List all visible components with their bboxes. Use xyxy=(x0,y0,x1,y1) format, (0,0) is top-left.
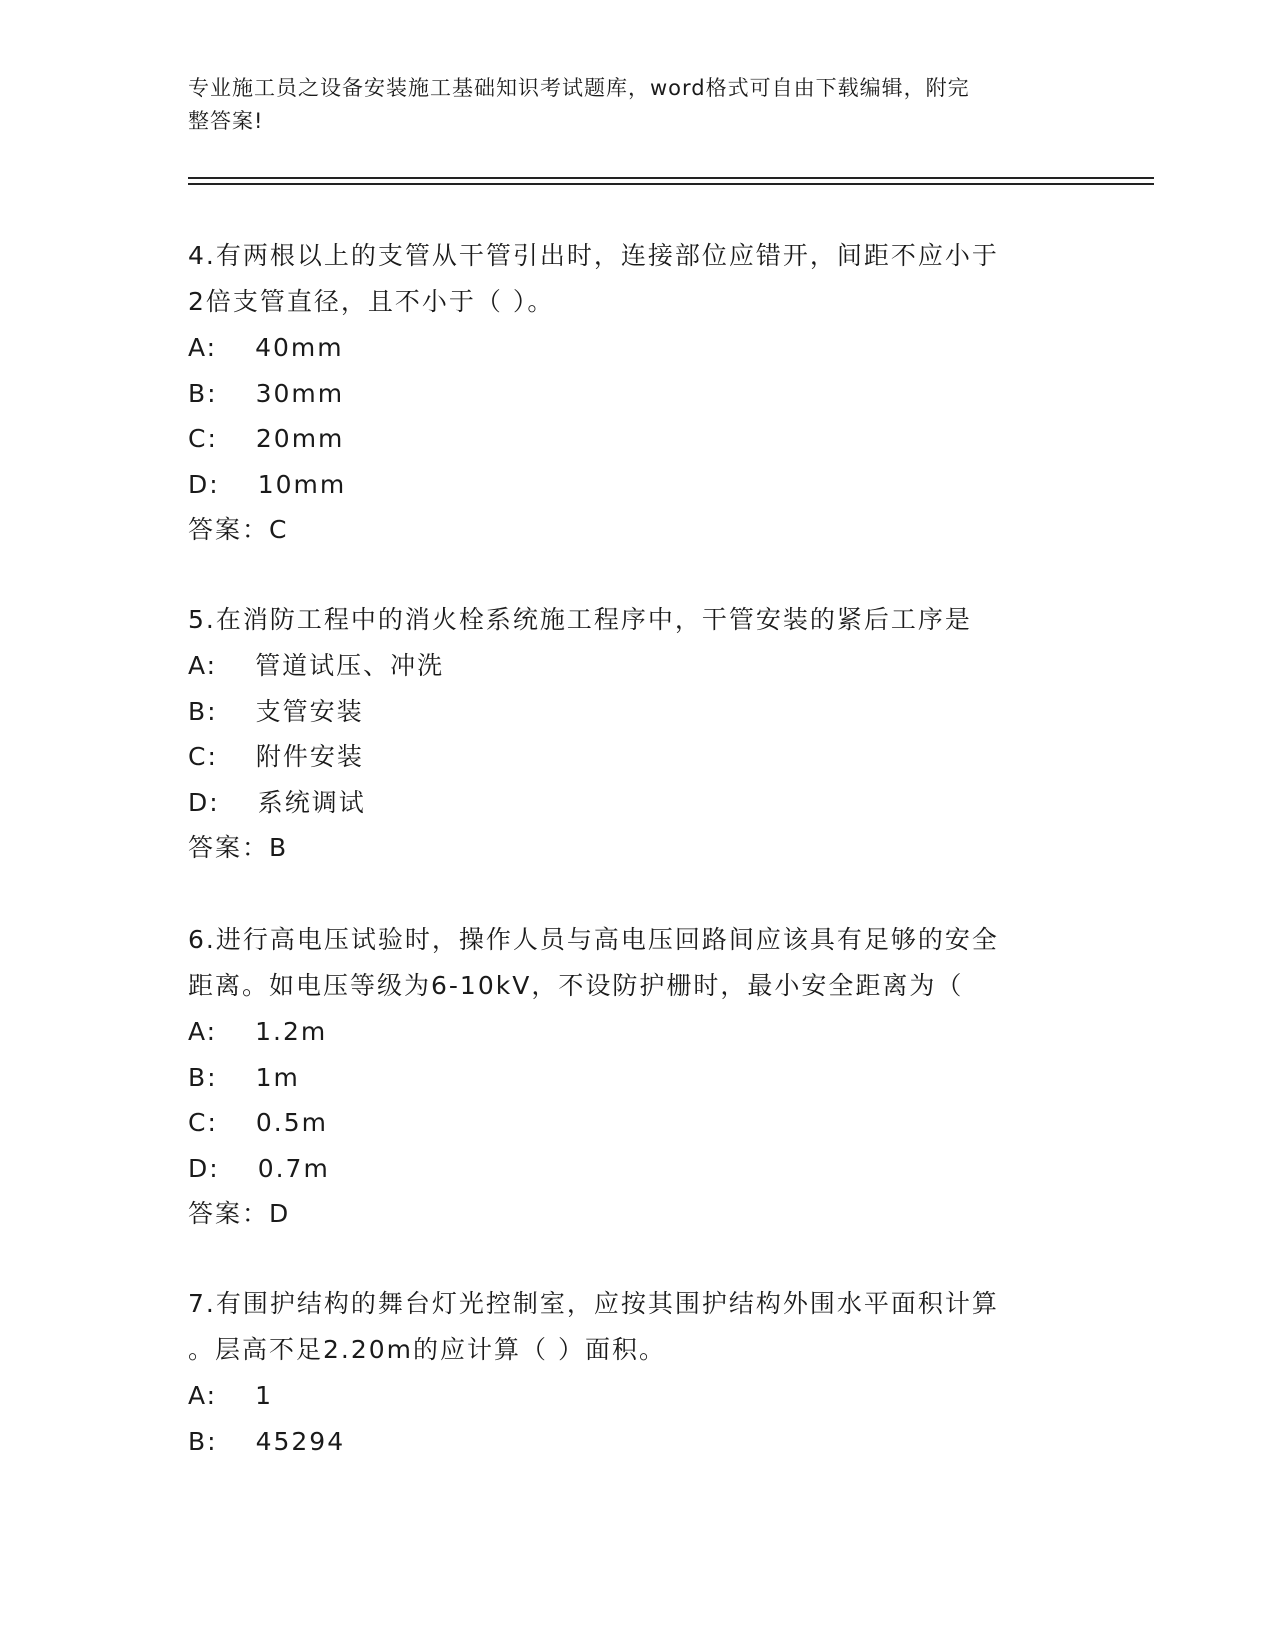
header-divider-bottom xyxy=(188,183,1154,185)
option-letter: D: xyxy=(188,787,220,817)
option-text: 0.5m xyxy=(255,1108,329,1137)
option-letter: A: xyxy=(188,333,218,362)
answer-line xyxy=(188,825,1088,871)
option-letter: A: xyxy=(188,1381,218,1410)
option-b xyxy=(188,1419,1088,1465)
option-text: 45294 xyxy=(255,1426,346,1456)
option-letter: C: xyxy=(188,424,218,453)
option-text: 管道试压、冲洗 xyxy=(255,651,445,680)
question-6 xyxy=(188,917,1088,1237)
document-header xyxy=(188,72,1068,138)
question-7 xyxy=(188,1281,1088,1464)
option-d xyxy=(188,462,1088,508)
option-c xyxy=(188,734,1088,780)
answer-label: 答案： xyxy=(188,833,270,862)
option-letter: B: xyxy=(188,1062,218,1092)
option-text: 0.7m xyxy=(257,1153,330,1183)
option-b xyxy=(188,1055,1088,1101)
question-stem-line: 4.有两根以上的支管从干管引出时，连接部位应错开，间距不应小于 xyxy=(188,241,999,270)
question-stem-line: 7.有围护结构的舞台灯光控制室，应按其围护结构外围水平面积计算 xyxy=(188,1289,999,1318)
option-b xyxy=(188,371,1088,417)
answer-value: C xyxy=(269,515,289,544)
question-stem-line: 。层高不足2.20m的应计算（ ）面积。 xyxy=(188,1335,666,1364)
option-text: 1m xyxy=(255,1062,300,1092)
option-text: 1 xyxy=(255,1381,273,1410)
option-letter: D: xyxy=(188,1153,220,1183)
option-a xyxy=(188,325,1088,371)
option-text: 30mm xyxy=(255,378,345,408)
answer-line xyxy=(188,1191,1088,1237)
question-stem-line: 距离。如电压等级为6-10kV，不设防护栅时，最小安全距离为（ xyxy=(188,971,964,1000)
option-a xyxy=(188,1009,1088,1055)
option-text: 附件安装 xyxy=(255,742,364,771)
option-text: 1.2m xyxy=(255,1017,328,1046)
option-text: 系统调试 xyxy=(257,787,366,817)
question-stem-line: 2倍支管直径，且不小于（ ）。 xyxy=(188,287,555,316)
option-a xyxy=(188,1373,1088,1419)
question-stem-line: 5.在消防工程中的消火栓系统施工程序中，干管安装的紧后工序是 xyxy=(188,605,972,634)
header-line-1: 专业施工员之设备安装施工基础知识考试题库，word格式可自由下载编辑，附完 xyxy=(188,76,970,100)
option-letter: B: xyxy=(188,1426,218,1456)
option-c xyxy=(188,416,1088,462)
option-a xyxy=(188,643,1088,689)
answer-line xyxy=(188,507,1088,553)
question-4 xyxy=(188,233,1088,553)
answer-value: B xyxy=(269,833,289,862)
answer-value: D xyxy=(269,1199,291,1228)
question-5 xyxy=(188,597,1088,871)
option-letter: C: xyxy=(188,1108,218,1137)
answer-label: 答案： xyxy=(188,1199,270,1228)
option-d xyxy=(188,1146,1088,1192)
question-stem-line: 6.进行高电压试验时，操作人员与高电压回路间应该具有足够的安全 xyxy=(188,925,999,954)
option-letter: D: xyxy=(188,469,220,499)
option-text: 40mm xyxy=(255,333,344,362)
option-letter: B: xyxy=(188,696,218,726)
option-letter: A: xyxy=(188,1017,218,1046)
option-text: 支管安装 xyxy=(255,696,364,726)
option-c xyxy=(188,1100,1088,1146)
header-divider-top xyxy=(188,177,1154,179)
option-letter: A: xyxy=(188,651,218,680)
option-text: 20mm xyxy=(255,424,345,453)
option-d xyxy=(188,780,1088,826)
option-letter: B: xyxy=(188,378,218,408)
option-b xyxy=(188,689,1088,735)
answer-label: 答案： xyxy=(188,515,270,544)
option-text: 10mm xyxy=(257,469,347,499)
option-letter: C: xyxy=(188,742,218,771)
header-line-2: 整答案! xyxy=(188,109,264,133)
